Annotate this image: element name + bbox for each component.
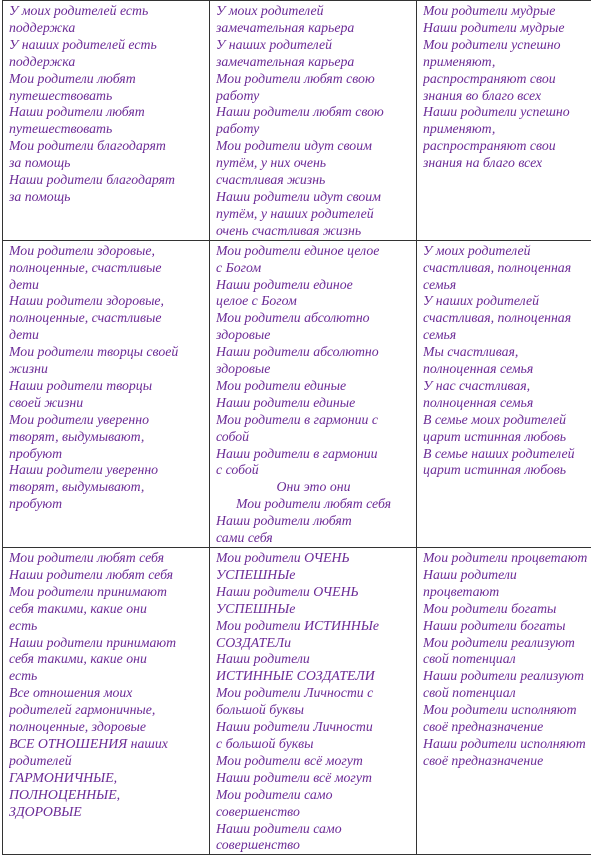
text-line: Мои родители само xyxy=(216,787,411,804)
text-line: царит истинная любовь xyxy=(423,462,591,479)
text-line: Мои родители реализуют xyxy=(423,635,591,652)
text-line: творят, выдумывают, xyxy=(9,479,204,496)
text-line: очень счастливая жизнь xyxy=(216,223,411,240)
text-line: применяют, xyxy=(423,121,591,138)
table-row xyxy=(3,240,591,547)
text-line: дети xyxy=(9,327,204,344)
text-line: счастливая жизнь xyxy=(216,172,411,189)
text-line: Мои родители единые xyxy=(216,378,411,395)
text-line: Наши родители абсолютно xyxy=(216,344,411,361)
text-line: Мои родители принимают xyxy=(9,584,204,601)
table-cell xyxy=(3,548,210,855)
text-line: Наши родители всё могут xyxy=(216,770,411,787)
text-line: Наши родители идут своим xyxy=(216,189,411,206)
text-line: здоровые xyxy=(216,327,411,344)
text-line: Наши родители успешно xyxy=(423,104,591,121)
text-line: жизни xyxy=(9,361,204,378)
text-line: совершенство xyxy=(216,804,411,821)
text-line: Мои родители исполняют xyxy=(423,702,591,719)
text-line: царит истинная любовь xyxy=(423,429,591,446)
text-line: знания во благо всех xyxy=(423,88,591,105)
text-line: здоровые xyxy=(216,361,411,378)
text-line: Наши родители xyxy=(423,567,591,584)
text-line: сами себя xyxy=(216,530,411,547)
text-line: процветают xyxy=(423,584,591,601)
text-line: Наши родители само xyxy=(216,821,411,838)
text-line: Наши родители ОЧЕНЬ xyxy=(216,584,411,601)
text-line: родителей гармоничные, xyxy=(9,702,204,719)
text-line: Наши родители реализуют xyxy=(423,668,591,685)
text-line: Наши родители любят xyxy=(216,513,411,530)
text-line: поддержка xyxy=(9,54,204,71)
text-line: Наши родители любят свою xyxy=(216,104,411,121)
text-line: пробуют xyxy=(9,496,204,513)
text-line: распространяют свои xyxy=(423,71,591,88)
text-line: счастливая, полноценная xyxy=(423,310,591,327)
text-line: В семье моих родителей xyxy=(423,412,591,429)
text-line: работу xyxy=(216,121,411,138)
table-cell xyxy=(210,240,417,547)
text-line: Наши родители благодарят xyxy=(9,172,204,189)
text-line: пробуют xyxy=(9,446,204,463)
text-line: путём, у наших родителей xyxy=(216,206,411,223)
text-line: полноценная семья xyxy=(423,361,591,378)
table-cell xyxy=(417,1,591,241)
text-line: Наши родители принимают xyxy=(9,635,204,652)
text-line: У наших родителей xyxy=(423,293,591,310)
text-line: есть xyxy=(9,618,204,635)
affirmations-table xyxy=(2,0,591,855)
text-line: родителей xyxy=(9,753,204,770)
text-line: собой xyxy=(216,429,411,446)
text-line: поддержка xyxy=(9,20,204,37)
text-line: Мои родители процветают xyxy=(423,550,591,567)
text-line: полноценные, счастливые xyxy=(9,260,204,277)
text-line: Мои родители уверенно xyxy=(9,412,204,429)
text-line: Наши родители Личности xyxy=(216,719,411,736)
text-line: своё предназначение xyxy=(423,753,591,770)
text-line: путешествовать xyxy=(9,88,204,105)
text-line: применяют, xyxy=(423,54,591,71)
text-line: Мои родители ИСТИННЫе xyxy=(216,618,411,635)
text-line: есть xyxy=(9,668,204,685)
text-line: В семье наших родителей xyxy=(423,446,591,463)
text-line: путешествовать xyxy=(9,121,204,138)
text-line: ВСЕ ОТНОШЕНИЯ наших xyxy=(9,736,204,753)
table-cell xyxy=(210,1,417,241)
text-line: свой потенциал xyxy=(423,685,591,702)
text-line: совершенство xyxy=(216,837,411,854)
text-line: УСПЕШНЫе xyxy=(216,601,411,618)
text-line: У моих родителей xyxy=(216,3,411,20)
text-line: ГАРМОНИЧНЫЕ, xyxy=(9,770,204,787)
text-line: Наши родители единое xyxy=(216,277,411,294)
text-line: ИСТИННЫЕ СОЗДАТЕЛИ xyxy=(216,668,411,685)
text-line: творят, выдумывают, xyxy=(9,429,204,446)
text-line: замечательная карьера xyxy=(216,20,411,37)
text-line: своё предназначение xyxy=(423,719,591,736)
text-line: Наши родители единые xyxy=(216,395,411,412)
table-body xyxy=(3,1,591,855)
table-row xyxy=(3,1,591,241)
text-line: У нас счастливая, xyxy=(423,378,591,395)
text-line: полноценные, здоровые xyxy=(9,719,204,736)
text-line: ЗДОРОВЫЕ xyxy=(9,804,204,821)
text-line: Наши родители xyxy=(216,651,411,668)
text-line: Мои родители благодарят xyxy=(9,138,204,155)
text-line: У моих родителей xyxy=(423,243,591,260)
table-cell xyxy=(210,548,417,855)
text-line: Мои родители Личности с xyxy=(216,685,411,702)
text-line: Мои родители успешно xyxy=(423,37,591,54)
text-line: распространяют свои xyxy=(423,138,591,155)
text-line: за помощь xyxy=(9,155,204,172)
text-line: Все отношения моих xyxy=(9,685,204,702)
text-line: Наши родители богаты xyxy=(423,618,591,635)
text-line: У наших родителей есть xyxy=(9,37,204,54)
text-line: СОЗДАТЕЛи xyxy=(216,635,411,652)
text-line: знания на благо всех xyxy=(423,155,591,172)
text-line: Мои родители абсолютно xyxy=(216,310,411,327)
text-line: У наших родителей xyxy=(216,37,411,54)
text-line: Мои родители любят свою xyxy=(216,71,411,88)
text-line: полноценные, счастливые xyxy=(9,310,204,327)
text-line: полноценная семья xyxy=(423,395,591,412)
text-line: большой буквы xyxy=(216,702,411,719)
text-line: Мои родители в гармонии с xyxy=(216,412,411,429)
table-cell xyxy=(3,240,210,547)
text-line: семья xyxy=(423,277,591,294)
text-line: с Богом xyxy=(216,260,411,277)
text-line: Мои родители любят себя xyxy=(216,496,411,513)
text-line: замечательная карьера xyxy=(216,54,411,71)
text-line: Мои родители идут своим xyxy=(216,138,411,155)
text-line: Наши родители здоровые, xyxy=(9,293,204,310)
text-line: Наши родители мудрые xyxy=(423,20,591,37)
text-line: дети xyxy=(9,277,204,294)
text-line: свой потенциал xyxy=(423,651,591,668)
text-line: своей жизни xyxy=(9,395,204,412)
text-line: семья xyxy=(423,327,591,344)
text-line: Мы счастливая, xyxy=(423,344,591,361)
text-line: Мои родители единое целое xyxy=(216,243,411,260)
text-line: Наши родители в гармонии xyxy=(216,446,411,463)
text-line: Мои родители здоровые, xyxy=(9,243,204,260)
text-line: УСПЕШНЫе xyxy=(216,567,411,584)
text-line: с большой буквы xyxy=(216,736,411,753)
text-line: с собой xyxy=(216,462,411,479)
text-line: путём, у них очень xyxy=(216,155,411,172)
text-line: У моих родителей есть xyxy=(9,3,204,20)
text-line: счастливая, полноценная xyxy=(423,260,591,277)
text-line: работу xyxy=(216,88,411,105)
text-line: Наши родители любят xyxy=(9,104,204,121)
text-line: Наши родители уверенно xyxy=(9,462,204,479)
text-line: целое с Богом xyxy=(216,293,411,310)
text-line: Мои родители богаты xyxy=(423,601,591,618)
table-row xyxy=(3,548,591,855)
text-line: себя такими, какие они xyxy=(9,651,204,668)
text-line: Мои родители творцы своей xyxy=(9,344,204,361)
text-line: Мои родители ОЧЕНЬ xyxy=(216,550,411,567)
text-line: Мои родители любят xyxy=(9,71,204,88)
text-line: за помощь xyxy=(9,189,204,206)
text-line: Они это они xyxy=(216,479,411,496)
text-line: Мои родители любят себя xyxy=(9,550,204,567)
text-line: себя такими, какие они xyxy=(9,601,204,618)
text-line: Наши родители исполняют xyxy=(423,736,591,753)
table-cell xyxy=(3,1,210,241)
text-line: Наши родители любят себя xyxy=(9,567,204,584)
table-cell xyxy=(417,240,591,547)
text-line: ПОЛНОЦЕННЫЕ, xyxy=(9,787,204,804)
text-line: Мои родители мудрые xyxy=(423,3,591,20)
table-cell xyxy=(417,548,591,855)
text-line: Мои родители всё могут xyxy=(216,753,411,770)
text-line: Наши родители творцы xyxy=(9,378,204,395)
